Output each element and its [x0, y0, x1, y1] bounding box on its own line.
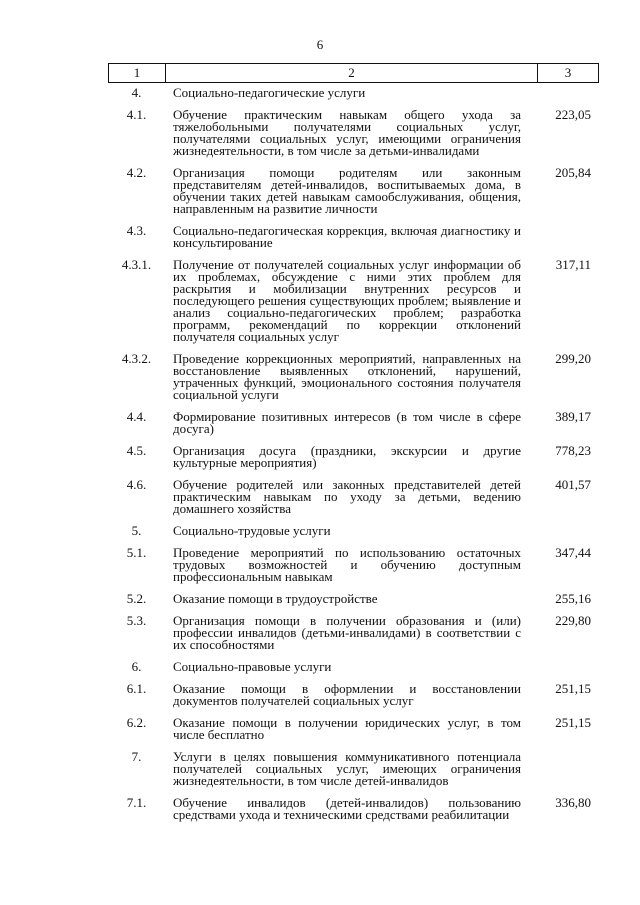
row-price: [521, 525, 599, 537]
row-number: 7.1.: [126, 795, 147, 810]
row-price: [521, 87, 599, 99]
row-service-name: Формирование позитивных интересов (в том числе в сфере досуга): [173, 409, 521, 436]
row-service-name: Обучение инвалидов (детей-инвалидов) пользованию средствами ухода и техническими средствами реабилитации: [173, 795, 521, 822]
table-row: [108, 751, 599, 787]
row-number: 5.: [131, 523, 142, 538]
row-number: 5.2.: [126, 591, 147, 606]
row-price: 336,80: [555, 795, 591, 810]
row-price: [521, 661, 599, 673]
row-service-name: Социально-педагогические услуги: [173, 85, 366, 100]
row-number: 4.: [131, 85, 142, 100]
row-price: 251,15: [555, 715, 591, 730]
row-service-name: Организация досуга (праздники, экскурсии и другие культурные мероприятия): [173, 443, 521, 470]
row-price: 778,23: [555, 443, 591, 458]
row-number: 4.2.: [126, 165, 147, 180]
row-service-name: Организация помощи в получении образования и (или) профессии инвалидов (детьми-инвалидами) в соответствии с их способностями: [173, 613, 521, 652]
row-service-name: Проведение мероприятий по использованию остаточных трудовых возможностей и обучению доступным профессиональным навыкам: [173, 545, 521, 584]
table-row: [108, 109, 599, 157]
table-row: [108, 717, 599, 741]
table-row: [108, 167, 599, 215]
table-row: [108, 593, 599, 605]
row-service-name: Получение от получателей социальных услуг информации об их проблемах, обсуждение с ними этих проблем для раскрытия и мобилизации внутренних ресурсов и последующего решения существующих проблем; выявление и анализ социально-педагогических проблем; разработка программ, рекомендаций по коррекции отклонений получателя социальных услуг: [173, 257, 521, 344]
row-number: 5.3.: [126, 613, 147, 628]
row-service-name: Обучение практическим навыкам общего ухода за тяжелобольными получателями социальных услуг, получателями социальных услуг, имеющими ограничения жизнедеятельности, в том числе за детьми-инвалидами: [173, 107, 521, 158]
row-number: 4.3.1.: [121, 257, 152, 272]
row-service-name: Социально-трудовые услуги: [173, 523, 331, 538]
header-col-3: 3: [564, 65, 572, 80]
row-service-name: Проведение коррекционных мероприятий, направленных на восстановление выявленных отклонений, нарушений, утраченных функций, эмоционального состояния получателя социальной услуги: [173, 351, 521, 402]
row-price: 255,16: [555, 591, 591, 606]
row-number: 4.6.: [126, 477, 147, 492]
row-price: [521, 225, 599, 249]
row-price: 299,20: [555, 351, 591, 366]
table-row: [108, 525, 599, 537]
row-service-name: Обучение родителей или законных представителей детей практическим навыкам по уходу за детьми, ведению домашнего хозяйства: [173, 477, 521, 516]
page-number: 6: [316, 37, 324, 52]
table-row: [108, 87, 599, 99]
row-number: 4.5.: [126, 443, 147, 458]
table-row: [108, 411, 599, 435]
row-service-name: Организация помощи родителям или законным представителям детей-инвалидов, воспитываемых дома, в обучении таких детей навыкам самообслуживания, общения, направленным на развитие личности: [173, 165, 521, 216]
row-price: 317,11: [555, 257, 591, 272]
row-price: 223,05: [555, 107, 591, 122]
table-row: [108, 547, 599, 583]
row-number: 6.2.: [126, 715, 147, 730]
table-header: [108, 63, 599, 83]
row-price: 389,17: [555, 409, 591, 424]
table-row: [108, 479, 599, 515]
row-service-name: Оказание помощи в трудоустройстве: [173, 591, 378, 606]
row-number: 4.1.: [126, 107, 147, 122]
row-service-name: Оказание помощи в оформлении и восстановлении документов получателей социальных услуг: [173, 681, 521, 708]
row-number: 6.: [131, 659, 142, 674]
services-table: [108, 87, 599, 831]
table-row: [108, 797, 599, 821]
row-service-name: Оказание помощи в получении юридических услуг, в том числе бесплатно: [173, 715, 521, 742]
row-service-name: Социально-правовые услуги: [173, 659, 332, 674]
row-service-name: Услуги в целях повышения коммуникативного потенциала получателей социальных услуг, имеющих ограничения жизнедеятельности, в том числе детей-инвалидов: [173, 749, 521, 788]
table-row: [108, 353, 599, 401]
row-number: 5.1.: [126, 545, 147, 560]
row-price: 205,84: [555, 165, 591, 180]
table-row: [108, 225, 599, 249]
row-price: 251,15: [555, 681, 591, 696]
table-row: [108, 615, 599, 651]
row-service-name: Социально-педагогическая коррекция, включая диагностику и консультирование: [173, 223, 521, 250]
header-col-1: 1: [109, 64, 166, 82]
row-number: 4.4.: [126, 409, 147, 424]
table-row: [108, 445, 599, 469]
table-row: [108, 683, 599, 707]
row-number: 4.3.2.: [121, 351, 152, 366]
row-number: 7.: [131, 749, 142, 764]
row-number: 6.1.: [126, 681, 147, 696]
row-price: [521, 751, 599, 787]
row-price: 229,80: [555, 613, 591, 628]
row-number: 4.3.: [126, 223, 147, 238]
table-row: [108, 661, 599, 673]
row-price: 347,44: [555, 545, 591, 560]
row-price: 401,57: [555, 477, 591, 492]
header-col-2: 2: [166, 64, 538, 82]
table-row: [108, 259, 599, 343]
